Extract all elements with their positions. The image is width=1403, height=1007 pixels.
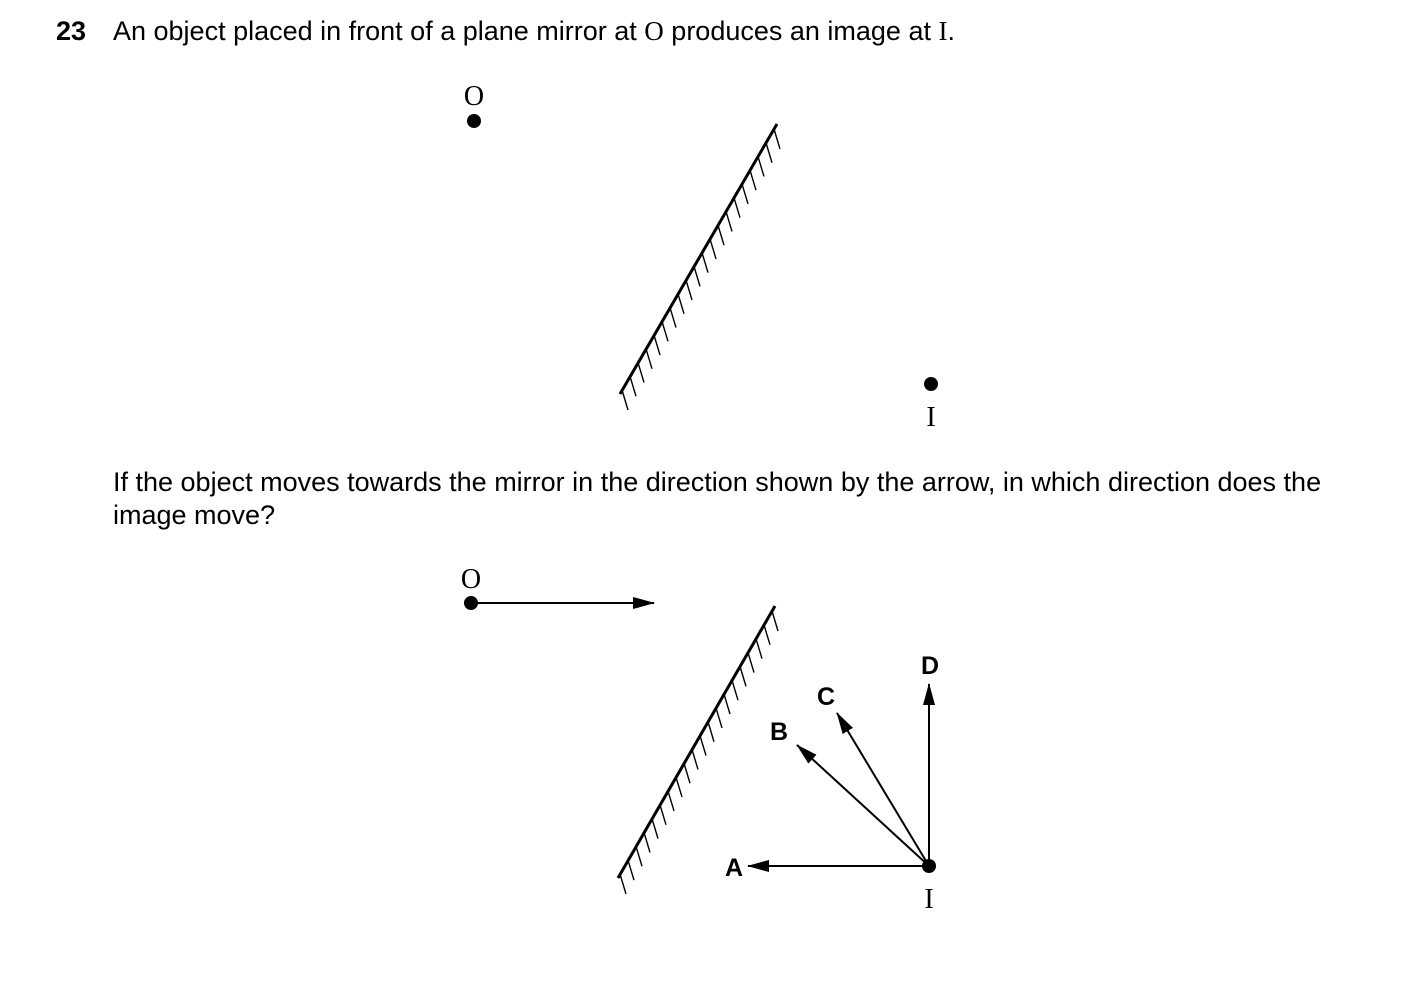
hatch-mark	[638, 363, 644, 383]
hatch-mark	[654, 335, 660, 355]
arrow-c	[837, 713, 929, 866]
hatch-mark	[670, 308, 676, 328]
option-label-d: D	[920, 652, 940, 680]
image-point-1	[924, 377, 938, 391]
hatch-mark	[678, 294, 684, 314]
hatch-mark	[652, 819, 658, 839]
question-number: 23	[56, 16, 87, 46]
hatch-mark	[700, 736, 706, 756]
hatch-mark	[646, 349, 652, 369]
hatch-mark	[742, 184, 748, 204]
stem-text-2: produces an image at	[663, 16, 939, 46]
hatch-mark	[662, 321, 668, 341]
option-label-c: C	[816, 683, 836, 711]
hatch-mark	[702, 253, 708, 273]
hatch-mark	[750, 170, 756, 190]
option-label-b: B	[769, 718, 789, 746]
hatch-mark	[748, 653, 754, 673]
diagram-2	[461, 564, 939, 915]
hatch-mark	[708, 722, 714, 742]
hatch-mark	[766, 143, 772, 163]
hatch-mark	[676, 777, 682, 797]
mirror-surface-2	[618, 606, 775, 878]
hatch-mark	[694, 266, 700, 286]
question-prompt: If the object moves towards the mirror in the direction shown by the arrow, in which direction does the image move?	[113, 467, 1322, 530]
image-point-2	[922, 859, 936, 873]
hatch-mark	[764, 625, 770, 645]
hatch-mark	[740, 666, 746, 686]
hatch-mark	[726, 211, 732, 231]
object-point-1	[467, 114, 481, 128]
option-label-a: A	[724, 854, 744, 882]
hatch-mark	[636, 846, 642, 866]
hatch-mark	[772, 611, 778, 631]
hatch-mark	[710, 239, 716, 259]
hatch-mark	[620, 874, 626, 894]
hatch-mark	[684, 763, 690, 783]
mirror-1	[620, 124, 780, 410]
stem-object-symbol: O	[644, 16, 664, 46]
object-label-1: O	[463, 81, 485, 112]
hatch-mark	[716, 708, 722, 728]
object-label-2: O	[460, 564, 482, 595]
image-label-1: I	[926, 402, 936, 433]
mirror-hatching-2	[620, 611, 778, 894]
mirror-2	[618, 606, 778, 894]
image-label-2: I	[924, 884, 934, 915]
stem-text-1: An object placed in front of a plane mirror at	[113, 16, 645, 46]
stem-image-symbol: I	[938, 16, 948, 46]
hatch-mark	[660, 805, 666, 825]
stem-text-3: .	[947, 16, 955, 46]
hatch-mark	[758, 156, 764, 176]
hatch-mark	[668, 791, 674, 811]
arrow-b	[797, 745, 929, 866]
hatch-mark	[628, 860, 634, 880]
mirror-surface-1	[620, 124, 777, 394]
hatch-mark	[692, 749, 698, 769]
hatch-mark	[724, 694, 730, 714]
hatch-mark	[756, 639, 762, 659]
hatch-mark	[732, 680, 738, 700]
hatch-mark	[774, 129, 780, 149]
hatch-mark	[644, 832, 650, 852]
mirror-hatching-1	[622, 129, 780, 410]
hatch-mark	[734, 198, 740, 218]
hatch-mark	[686, 280, 692, 300]
diagram-1	[464, 81, 938, 433]
hatch-mark	[718, 225, 724, 245]
hatch-mark	[622, 390, 628, 410]
hatch-mark	[630, 376, 636, 396]
